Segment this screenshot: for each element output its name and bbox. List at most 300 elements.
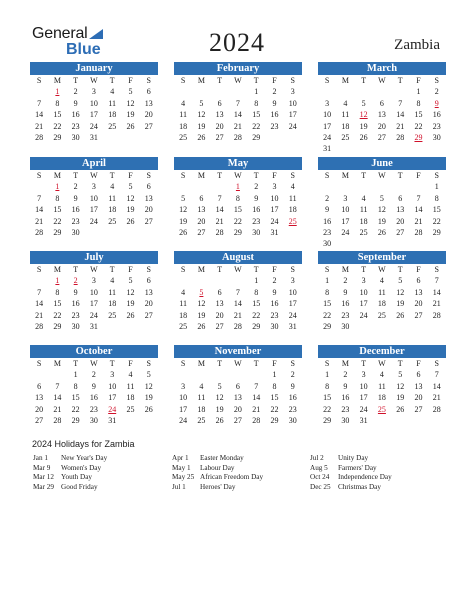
day-cell: 21 — [53, 404, 62, 414]
day-cell: 11 — [288, 193, 297, 203]
weekday-label: T — [109, 171, 115, 180]
weekday-label: S — [36, 359, 42, 368]
day-cell — [121, 415, 139, 426]
day-cell: 4 — [361, 193, 366, 203]
day-cell: 28 — [35, 227, 44, 237]
day-cell: 16 — [288, 393, 297, 403]
day-cell: 12 — [197, 299, 206, 309]
week-row — [318, 381, 446, 392]
day-cell: 30 — [71, 227, 80, 237]
day-cell: 7 — [37, 98, 42, 108]
day-cell: 2 — [290, 370, 295, 380]
month-header: May — [174, 157, 302, 170]
day-cell — [428, 321, 446, 332]
week-row — [318, 193, 446, 204]
holiday-name: Women's Day — [61, 463, 102, 472]
day-cell: 15 — [233, 205, 242, 215]
weekday-row — [30, 75, 158, 86]
day-cell: 26 — [215, 415, 224, 425]
day-cell: 30 — [89, 415, 98, 425]
weekday-label: F — [416, 265, 421, 274]
day-cell: 4 — [181, 98, 186, 108]
day-cell — [211, 369, 229, 380]
day-cell: 7 — [254, 381, 259, 391]
day-cell — [391, 321, 409, 332]
holiday-column — [33, 454, 107, 492]
weekday-label: M — [341, 359, 349, 368]
day-cell: 17 — [89, 299, 98, 309]
day-cell: 11 — [179, 299, 187, 309]
weekday-label: M — [341, 76, 349, 85]
weekday-label: F — [272, 171, 277, 180]
day-cell: 14 — [432, 381, 441, 391]
day-cell: 8 — [254, 287, 259, 297]
day-cell: 16 — [341, 299, 350, 309]
day-cell: 9 — [343, 287, 348, 297]
day-cell: 28 — [215, 227, 224, 237]
day-cell: 16 — [252, 205, 261, 215]
day-cell: 16 — [323, 216, 332, 226]
day-cell: 14 — [35, 299, 44, 309]
day-cell: 23 — [432, 121, 441, 131]
day-cell: 14 — [215, 205, 224, 215]
week-row — [318, 310, 446, 321]
day-cell: 11 — [179, 110, 187, 120]
weekday-label: T — [217, 359, 223, 368]
day-cell: 24 — [89, 121, 98, 131]
week-row — [318, 143, 446, 154]
weekday-label: F — [416, 359, 421, 368]
holiday-item — [310, 473, 392, 483]
day-cell: 15 — [323, 299, 332, 309]
day-cell: 9 — [91, 381, 96, 391]
weekday-label: W — [90, 359, 98, 368]
day-cell: 28 — [252, 415, 261, 425]
day-cell: 30 — [432, 132, 441, 142]
weekday-label: T — [253, 171, 259, 180]
holiday-item — [33, 464, 107, 474]
day-cell: 24 — [270, 216, 279, 226]
week-row — [318, 109, 446, 120]
day-cell: 20 — [215, 121, 224, 131]
day-cell — [30, 275, 48, 286]
day-cell: 25 — [126, 404, 135, 414]
day-cell: 15 — [53, 205, 62, 215]
day-cell — [391, 86, 409, 97]
day-cell: 3 — [325, 98, 330, 108]
month-header: October — [30, 345, 158, 358]
day-cell: 13 — [396, 205, 405, 215]
weekday-row — [318, 170, 446, 181]
weekday-label: T — [109, 359, 115, 368]
day-cell: 27 — [144, 216, 153, 226]
holiday-name: Labour Day — [200, 463, 235, 472]
day-cell: 5 — [128, 276, 133, 286]
day-cell: 7 — [37, 287, 42, 297]
weekday-label: S — [324, 359, 330, 368]
day-cell: 1 — [434, 182, 439, 192]
holiday-date: Mar 12 — [33, 473, 54, 482]
week-row — [30, 298, 158, 309]
day-cell: 4 — [128, 370, 133, 380]
day-cell: 25 — [108, 121, 117, 131]
day-cell: 22 — [53, 310, 62, 320]
month-december — [318, 345, 446, 426]
day-cell — [192, 181, 210, 192]
day-cell: 14 — [233, 299, 242, 309]
day-cell: 26 — [359, 132, 368, 142]
day-cell: 25 — [108, 216, 117, 226]
month-january — [30, 62, 158, 143]
day-cell: 8 — [235, 193, 240, 203]
weekday-label: S — [36, 265, 42, 274]
day-cell — [30, 369, 48, 380]
week-row — [30, 287, 158, 298]
day-cell: 6 — [146, 87, 151, 97]
day-cell: 15 — [252, 299, 261, 309]
day-cell: 10 — [359, 381, 368, 391]
day-cell: 23 — [89, 404, 98, 414]
weekday-label: S — [290, 265, 295, 274]
day-cell: 12 — [396, 381, 405, 391]
weekday-label: S — [434, 171, 439, 180]
day-cell: 5 — [217, 381, 222, 391]
day-cell: 19 — [359, 121, 368, 131]
weekday-label: T — [361, 76, 367, 85]
day-cell: 18 — [341, 121, 350, 131]
day-cell: 26 — [144, 404, 153, 414]
day-cell: 28 — [233, 132, 242, 142]
day-cell: 31 — [359, 415, 368, 425]
day-cell: 29 — [53, 227, 62, 237]
weekday-label: F — [128, 76, 133, 85]
day-cell: 28 — [35, 132, 44, 142]
day-cell: 11 — [126, 381, 135, 391]
weekday-label: T — [361, 171, 367, 180]
weekday-label: F — [128, 265, 133, 274]
day-cell: 10 — [323, 110, 332, 120]
month-march — [318, 62, 446, 155]
day-cell: 4 — [199, 381, 204, 391]
month-header: March — [318, 62, 446, 75]
day-cell: 28 — [432, 310, 441, 320]
weekday-label: T — [361, 359, 367, 368]
weekday-row — [318, 264, 446, 275]
day-cell: 8 — [55, 193, 60, 203]
day-cell: 31 — [323, 144, 332, 154]
day-cell: 10 — [288, 287, 297, 297]
day-cell: 31 — [89, 321, 98, 331]
day-cell: 15 — [432, 205, 441, 215]
day-cell: 26 — [126, 310, 135, 320]
weekday-row — [318, 358, 446, 369]
day-cell — [229, 86, 247, 97]
day-cell — [247, 369, 265, 380]
day-cell: 2 — [254, 182, 259, 192]
day-cell: 18 — [197, 404, 206, 414]
day-cell: 1 — [254, 87, 259, 97]
day-cell — [391, 238, 409, 249]
day-cell: 13 — [35, 393, 44, 403]
day-cell: 17 — [359, 393, 368, 403]
weekday-row — [174, 264, 302, 275]
day-cell — [174, 369, 192, 380]
day-cell — [373, 143, 391, 154]
day-cell: 12 — [197, 110, 206, 120]
week-row — [30, 204, 158, 215]
day-cell: 4 — [110, 87, 115, 97]
week-row — [174, 204, 302, 215]
day-cell — [103, 132, 121, 143]
day-cell: 20 — [144, 299, 153, 309]
day-cell: 14 — [252, 393, 261, 403]
day-cell: 20 — [197, 216, 206, 226]
day-cell: 7 — [416, 193, 421, 203]
day-cell: 26 — [396, 404, 405, 414]
week-row — [174, 321, 302, 332]
month-september — [318, 251, 446, 332]
weekday-label: S — [146, 265, 151, 274]
week-row — [30, 121, 158, 132]
weekday-label: W — [378, 171, 386, 180]
day-cell: 23 — [252, 216, 261, 226]
weekday-label: W — [90, 171, 98, 180]
day-cell: 6 — [217, 98, 222, 108]
day-cell: 29 — [432, 227, 441, 237]
day-cell — [30, 181, 48, 192]
page-title-year: 2024 — [209, 28, 265, 57]
weekday-label: T — [397, 76, 403, 85]
day-cell — [355, 321, 373, 332]
day-cell: 25 — [197, 415, 206, 425]
holiday-name: Youth Day — [61, 473, 93, 482]
day-cell: 5 — [128, 182, 133, 192]
holiday-day-cell: 9 — [434, 98, 439, 108]
week-row — [318, 392, 446, 403]
day-cell: 30 — [71, 321, 80, 331]
day-cell: 3 — [290, 87, 295, 97]
day-cell: 6 — [416, 276, 421, 286]
week-row — [174, 392, 302, 403]
day-cell — [373, 181, 391, 192]
day-cell: 11 — [108, 287, 117, 297]
day-cell: 12 — [144, 381, 153, 391]
day-cell: 1 — [73, 370, 78, 380]
day-cell: 9 — [73, 193, 78, 203]
day-cell: 3 — [91, 276, 96, 286]
holiday-day-cell: 25 — [288, 216, 297, 226]
day-cell: 22 — [53, 121, 62, 131]
weekday-label: T — [217, 76, 223, 85]
day-cell: 18 — [108, 299, 117, 309]
week-row — [318, 369, 446, 380]
brand-name-line2: Blue — [66, 41, 101, 58]
day-cell: 10 — [359, 287, 368, 297]
day-cell — [409, 181, 427, 192]
day-cell: 4 — [379, 276, 384, 286]
day-cell: 31 — [108, 415, 117, 425]
day-cell — [174, 275, 192, 286]
day-cell — [409, 143, 427, 154]
day-cell: 26 — [197, 132, 206, 142]
week-row — [30, 216, 158, 227]
holiday-date: Mar 9 — [33, 463, 51, 472]
day-cell — [265, 132, 283, 143]
week-row — [30, 193, 158, 204]
day-cell: 11 — [378, 381, 386, 391]
day-cell: 21 — [414, 216, 423, 226]
day-cell: 13 — [197, 205, 206, 215]
day-cell: 17 — [288, 110, 297, 120]
weekday-label: F — [128, 171, 133, 180]
holiday-item — [33, 473, 107, 483]
day-cell: 2 — [272, 276, 277, 286]
day-cell: 16 — [270, 110, 279, 120]
day-cell: 19 — [396, 393, 405, 403]
day-cell — [373, 415, 391, 426]
day-cell: 15 — [53, 110, 62, 120]
day-cell — [103, 227, 121, 238]
weekday-label: S — [180, 76, 186, 85]
day-cell: 5 — [199, 98, 204, 108]
holiday-date: Jan 1 — [33, 454, 48, 462]
day-cell: 9 — [343, 381, 348, 391]
day-cell: 15 — [270, 393, 279, 403]
holiday-day-cell: 1 — [55, 182, 60, 192]
holiday-name: Easter Monday — [200, 454, 244, 462]
day-cell: 2 — [73, 87, 78, 97]
holiday-item — [310, 483, 392, 493]
day-cell — [355, 143, 373, 154]
weekday-label: T — [253, 265, 259, 274]
day-cell: 4 — [110, 276, 115, 286]
day-cell: 17 — [288, 299, 297, 309]
day-cell: 30 — [288, 415, 297, 425]
day-cell: 4 — [110, 182, 115, 192]
day-cell: 13 — [215, 299, 224, 309]
day-cell: 2 — [325, 193, 330, 203]
day-cell: 22 — [233, 216, 242, 226]
day-cell: 18 — [179, 310, 188, 320]
day-cell: 5 — [146, 370, 151, 380]
weekday-label: S — [434, 265, 439, 274]
holiday-name: Christmas Day — [338, 482, 381, 491]
day-cell: 24 — [179, 415, 188, 425]
week-row — [174, 415, 302, 426]
week-row — [318, 132, 446, 143]
day-cell — [336, 143, 354, 154]
day-cell: 9 — [73, 98, 78, 108]
holiday-date: Dec 25 — [310, 482, 331, 491]
weekday-label: S — [146, 359, 151, 368]
day-cell — [192, 86, 210, 97]
day-cell: 20 — [414, 393, 423, 403]
day-cell — [373, 321, 391, 332]
day-cell — [229, 275, 247, 286]
weekday-label: M — [197, 265, 205, 274]
day-cell: 30 — [270, 321, 279, 331]
weekday-label: T — [109, 76, 115, 85]
holiday-name: Farmers' Day — [338, 463, 377, 472]
weekday-label: W — [234, 171, 242, 180]
month-header: June — [318, 157, 446, 170]
day-cell: 5 — [398, 276, 403, 286]
weekday-label: T — [109, 265, 115, 274]
day-cell: 19 — [197, 121, 206, 131]
day-cell: 20 — [414, 299, 423, 309]
day-cell: 27 — [377, 132, 386, 142]
day-cell: 26 — [126, 121, 135, 131]
day-cell: 21 — [252, 404, 261, 414]
weekday-label: T — [253, 359, 259, 368]
week-row — [318, 298, 446, 309]
day-cell — [140, 321, 158, 332]
month-header: December — [318, 345, 446, 358]
day-cell: 5 — [361, 98, 366, 108]
day-cell: 12 — [126, 98, 135, 108]
holiday-day-cell: 24 — [108, 404, 117, 414]
day-cell: 24 — [288, 121, 297, 131]
holiday-day-cell: 12 — [359, 110, 368, 120]
day-cell: 16 — [432, 110, 441, 120]
day-cell: 2 — [73, 182, 78, 192]
day-cell: 3 — [361, 370, 366, 380]
day-cell: 12 — [126, 287, 135, 297]
day-cell — [140, 132, 158, 143]
week-row — [318, 238, 446, 249]
weekday-label: S — [146, 76, 151, 85]
day-cell: 11 — [108, 193, 117, 203]
day-cell — [174, 86, 192, 97]
week-row — [318, 275, 446, 286]
day-cell: 19 — [377, 216, 386, 226]
month-header: February — [174, 62, 302, 75]
day-cell: 30 — [341, 321, 350, 331]
weekday-label: W — [90, 76, 98, 85]
day-cell: 23 — [323, 227, 332, 237]
day-cell: 23 — [341, 310, 350, 320]
week-row — [30, 227, 158, 238]
week-row — [174, 181, 302, 192]
day-cell: 7 — [434, 276, 439, 286]
day-cell: 17 — [108, 393, 117, 403]
day-cell — [373, 86, 391, 97]
day-cell: 14 — [35, 110, 44, 120]
week-row — [174, 227, 302, 238]
day-cell: 29 — [53, 132, 62, 142]
week-row — [30, 381, 158, 392]
week-row — [174, 287, 302, 298]
day-cell: 2 — [91, 370, 96, 380]
day-cell — [409, 238, 427, 249]
holiday-day-cell: 1 — [235, 182, 240, 192]
weekday-label: S — [434, 76, 439, 85]
day-cell: 19 — [126, 299, 135, 309]
weekday-label: W — [90, 265, 98, 274]
weekday-label: T — [397, 265, 403, 274]
day-cell: 14 — [414, 205, 423, 215]
day-cell: 26 — [396, 310, 405, 320]
day-cell: 10 — [108, 381, 117, 391]
day-cell: 16 — [71, 205, 80, 215]
holiday-name: Heroes' Day — [200, 482, 236, 491]
weekday-row — [30, 358, 158, 369]
month-june — [318, 157, 446, 250]
holiday-date: Jul 2 — [310, 454, 324, 462]
day-cell: 16 — [270, 299, 279, 309]
day-cell: 7 — [55, 381, 60, 391]
week-row — [174, 404, 302, 415]
